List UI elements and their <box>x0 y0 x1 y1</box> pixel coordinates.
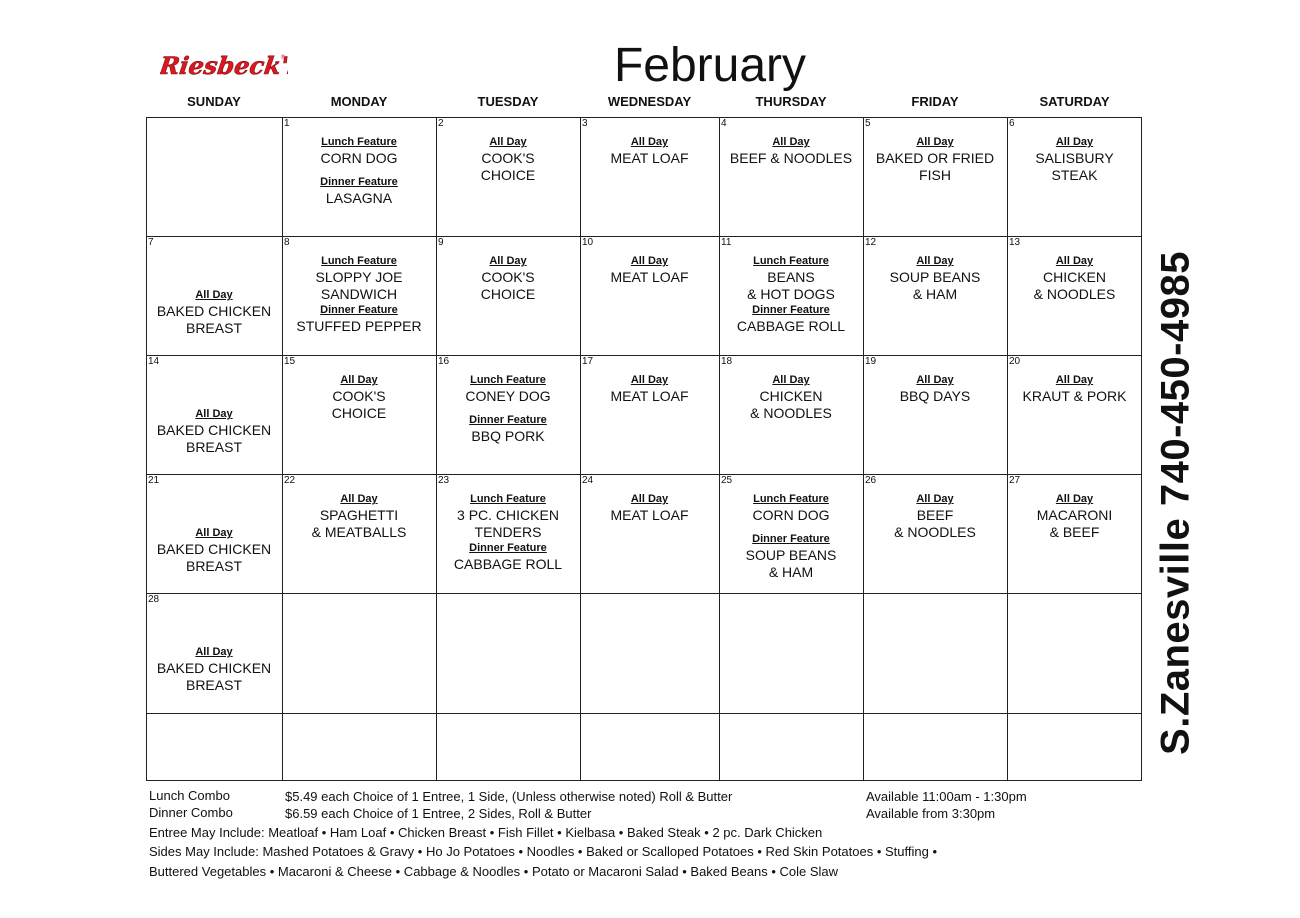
dish-name: BAKED CHICKEN <box>156 422 272 438</box>
feature-label: Dinner Feature <box>469 414 547 426</box>
dish-name: BBQ DAYS <box>899 388 971 404</box>
feature-label: Lunch Feature <box>753 493 829 505</box>
menu-items <box>146 407 282 456</box>
day-cell <box>436 474 580 593</box>
dish-name: BREAST <box>185 320 242 336</box>
day-cell <box>580 474 719 593</box>
dish-name: BEEF & NOODLES <box>729 150 853 166</box>
day-cell <box>1007 474 1142 593</box>
dish-name: & NOODLES <box>894 524 976 540</box>
dish-name: CHICKEN <box>1042 269 1106 285</box>
dish-name: CORN DOG <box>320 150 398 166</box>
calendar-grid <box>146 117 1142 781</box>
day-cell <box>282 117 436 236</box>
dish-name: BAKED CHICKEN <box>156 541 272 557</box>
feature-label: All Day <box>916 136 954 148</box>
menu-items <box>436 254 580 303</box>
empty-day-cell <box>580 593 719 713</box>
menu-items <box>863 492 1007 541</box>
day-number: 13 <box>1009 237 1021 248</box>
sides-options-line-1: Sides May Include: Mashed Potatoes & Gravy • Ho Jo Potatoes • Noodles • Baked or Scalloped Potatoes • Red Skin Potatoes • Stuffing • <box>149 844 937 859</box>
entree-options: Entree May Include: Meatloaf • Ham Loaf • Chicken Breast • Fish Fillet • Kielbasa • Baked Steak • 2 pc. Dark Chicken <box>149 825 823 840</box>
day-number: 17 <box>582 356 594 367</box>
day-number: 10 <box>582 237 594 248</box>
day-number: 28 <box>148 594 160 605</box>
menu-items <box>863 254 1007 303</box>
dish-name: CHOICE <box>480 286 536 302</box>
month-title: February <box>613 39 807 92</box>
dish-name: BREAST <box>185 439 242 455</box>
day-cell <box>580 117 719 236</box>
day-number: 14 <box>148 356 160 367</box>
feature-label: All Day <box>195 408 233 420</box>
dinner-combo-desc: $6.59 each Choice of 1 Entree, 2 Sides, Roll & Butter <box>285 806 592 821</box>
weekday-wednesday: WEDNESDAY <box>607 94 692 109</box>
feature-label: All Day <box>772 374 810 386</box>
menu-items <box>580 373 719 405</box>
dish-name: CHOICE <box>480 167 536 183</box>
day-cell <box>863 117 1007 236</box>
day-cell <box>146 474 282 593</box>
weekday-saturday: SATURDAY <box>1039 94 1110 109</box>
day-number: 6 <box>1009 118 1015 129</box>
dish-name: BAKED OR FRIED <box>875 150 995 166</box>
weekday-header <box>146 94 1142 116</box>
day-cell <box>863 236 1007 355</box>
day-number: 25 <box>721 475 733 486</box>
dish-name: BAKED CHICKEN <box>156 660 272 676</box>
feature-label: Dinner Feature <box>469 542 547 554</box>
menu-items <box>436 373 580 445</box>
menu-items <box>719 492 863 581</box>
day-cell <box>863 355 1007 474</box>
menu-items <box>436 135 580 184</box>
menu-items <box>863 373 1007 405</box>
dish-name: FISH <box>919 167 951 183</box>
feature-label: All Day <box>916 374 954 386</box>
menu-items <box>1007 492 1142 541</box>
dish-name: 3 PC. CHICKEN <box>457 507 559 523</box>
feature-label: All Day <box>1055 374 1094 386</box>
dish-name: & MEATBALLS <box>311 524 407 540</box>
day-cell <box>580 355 719 474</box>
day-number: 7 <box>148 237 154 248</box>
dish-name: & BEEF <box>1049 524 1100 540</box>
day-number: 19 <box>865 356 877 367</box>
empty-day-cell <box>719 593 863 713</box>
dish-name: BAKED CHICKEN <box>156 303 272 319</box>
empty-day-cell <box>146 713 282 781</box>
feature-label: All Day <box>340 374 378 386</box>
weekday-friday: FRIDAY <box>911 94 959 109</box>
day-cell <box>146 355 282 474</box>
feature-label: All Day <box>1055 255 1094 267</box>
feature-label: All Day <box>630 493 669 505</box>
dish-name: STUFFED PEPPER <box>296 318 422 334</box>
feature-label: Lunch Feature <box>470 374 546 386</box>
feature-label: All Day <box>630 136 669 148</box>
svg-text:Riesbeck's: Riesbeck's <box>160 51 288 80</box>
feature-label: All Day <box>916 255 954 267</box>
weekday-monday: MONDAY <box>330 94 388 109</box>
feature-label: Dinner Feature <box>320 304 398 316</box>
empty-day-cell <box>863 593 1007 713</box>
dish-name: BEEF <box>916 507 954 523</box>
dish-name: BBQ PORK <box>471 428 545 444</box>
empty-day-cell <box>436 713 580 781</box>
feature-label: All Day <box>489 255 527 267</box>
day-cell <box>436 236 580 355</box>
menu-items <box>1007 373 1142 405</box>
menu-items <box>580 135 719 167</box>
menu-items <box>146 526 282 575</box>
day-number: 24 <box>582 475 594 486</box>
dish-name: CORN DOG <box>752 507 830 523</box>
menu-items <box>719 254 863 335</box>
feature-label: All Day <box>195 646 233 658</box>
dish-name: MEAT LOAF <box>610 388 689 404</box>
day-number: 21 <box>148 475 160 486</box>
day-number: 20 <box>1009 356 1021 367</box>
day-cell <box>580 236 719 355</box>
dinner-combo-label: Dinner Combo <box>149 805 233 820</box>
day-number: 26 <box>865 475 877 486</box>
dish-name: BEANS <box>767 269 815 285</box>
day-cell <box>146 236 282 355</box>
dish-name: LASAGNA <box>325 190 393 206</box>
spacer <box>719 524 863 532</box>
day-number: 22 <box>284 475 296 486</box>
dish-name: COOK'S <box>481 269 535 285</box>
day-number: 18 <box>721 356 733 367</box>
lunch-combo-desc: $5.49 each Choice of 1 Entree, 1 Side, (Unless otherwise noted) Roll & Butter <box>285 789 733 804</box>
empty-day-cell <box>863 713 1007 781</box>
day-cell <box>436 117 580 236</box>
day-cell <box>436 355 580 474</box>
feature-label: Dinner Feature <box>752 533 830 545</box>
dinner-combo-hours: Available from 3:30pm <box>866 806 996 821</box>
dish-name: COOK'S <box>332 388 386 404</box>
day-number: 27 <box>1009 475 1021 486</box>
menu-items <box>282 254 436 335</box>
spacer <box>436 405 580 413</box>
day-number: 11 <box>721 237 732 248</box>
feature-label: All Day <box>1055 136 1094 148</box>
menu-items <box>146 645 282 694</box>
feature-label: All Day <box>630 255 669 267</box>
dish-name: & HOT DOGS <box>747 286 835 302</box>
feature-label: Lunch Feature <box>470 493 546 505</box>
dish-name: STEAK <box>1051 167 1098 183</box>
dish-name: KRAUT & PORK <box>1022 388 1127 404</box>
day-cell <box>1007 355 1142 474</box>
day-number: 3 <box>582 118 588 129</box>
menu-items <box>719 135 863 167</box>
empty-day-cell <box>436 593 580 713</box>
feature-label: All Day <box>1055 493 1094 505</box>
empty-day-cell <box>1007 593 1142 713</box>
riesbecks-logo <box>160 50 288 82</box>
feature-label: All Day <box>195 527 233 539</box>
weekday-tuesday: TUESDAY <box>477 94 539 109</box>
menu-items <box>580 254 719 286</box>
menu-items <box>146 288 282 337</box>
feature-label: Lunch Feature <box>321 136 397 148</box>
menu-items <box>282 492 436 541</box>
dish-name: TENDERS <box>474 524 542 540</box>
feature-label: Dinner Feature <box>752 304 830 316</box>
dish-name: COOK'S <box>481 150 535 166</box>
day-cell <box>719 355 863 474</box>
dish-name: & NOODLES <box>1033 286 1116 302</box>
day-number: 9 <box>438 237 444 248</box>
dish-name: & HAM <box>768 564 814 580</box>
menu-items <box>282 135 436 207</box>
dish-name: MACARONI <box>1036 507 1113 523</box>
dish-name: SOUP BEANS <box>889 269 981 285</box>
weekday-thursday: THURSDAY <box>755 94 827 109</box>
lunch-combo-hours: Available 11:00am - 1:30pm <box>866 789 1027 804</box>
location-phone-text: S.Zanesville 740-450-4985 <box>1153 250 1198 755</box>
empty-day-cell <box>282 713 436 781</box>
menu-items <box>719 373 863 422</box>
day-number: 4 <box>721 118 727 129</box>
dish-name: CABBAGE ROLL <box>453 556 563 572</box>
day-number: 8 <box>284 237 290 248</box>
day-cell <box>719 474 863 593</box>
day-cell <box>146 593 282 713</box>
feature-label: All Day <box>340 493 378 505</box>
day-number: 15 <box>284 356 296 367</box>
day-number: 23 <box>438 475 450 486</box>
dish-name: SLOPPY JOE <box>315 269 403 285</box>
day-cell <box>1007 236 1142 355</box>
lunch-combo-label: Lunch Combo <box>149 788 230 803</box>
dish-name: CHOICE <box>331 405 387 421</box>
dish-name: BREAST <box>185 677 242 693</box>
empty-day-cell <box>146 117 282 236</box>
dish-name: SPAGHETTI <box>319 507 399 523</box>
dish-name: MEAT LOAF <box>610 150 689 166</box>
menu-items <box>282 373 436 422</box>
day-number: 5 <box>865 118 871 129</box>
day-cell <box>282 236 436 355</box>
weekday-sunday: SUNDAY <box>187 94 241 109</box>
dish-name: MEAT LOAF <box>610 507 689 523</box>
feature-label: All Day <box>916 493 954 505</box>
dish-name: & HAM <box>912 286 958 302</box>
feature-label: All Day <box>489 136 527 148</box>
feature-label: Lunch Feature <box>321 255 397 267</box>
feature-label: Lunch Feature <box>753 255 829 267</box>
svg-text:®: ® <box>280 54 286 61</box>
sides-options-line-2: Buttered Vegetables • Macaroni & Cheese • Cabbage & Noodles • Potato or Macaroni Salad • Baked Beans • Cole Slaw <box>149 864 839 879</box>
menu-items <box>863 135 1007 184</box>
feature-label: All Day <box>195 289 233 301</box>
day-cell <box>863 474 1007 593</box>
empty-day-cell <box>1007 713 1142 781</box>
dish-name: SALISBURY <box>1035 150 1114 166</box>
menu-items <box>1007 254 1142 303</box>
dish-name: & NOODLES <box>750 405 832 421</box>
menu-items <box>580 492 719 524</box>
menu-items <box>1007 135 1142 184</box>
feature-label: All Day <box>772 136 810 148</box>
day-number: 16 <box>438 356 450 367</box>
feature-label: All Day <box>630 374 669 386</box>
day-number: 1 <box>284 118 290 129</box>
day-cell <box>719 117 863 236</box>
day-cell <box>282 474 436 593</box>
day-cell <box>282 355 436 474</box>
dish-name: SOUP BEANS <box>745 547 837 563</box>
day-cell <box>719 236 863 355</box>
dish-name: MEAT LOAF <box>610 269 689 285</box>
day-number: 12 <box>865 237 877 248</box>
spacer <box>282 167 436 175</box>
location-phone-banner <box>1152 190 1200 815</box>
dish-name: CABBAGE ROLL <box>736 318 846 334</box>
menu-items <box>436 492 580 573</box>
day-number: 2 <box>438 118 444 129</box>
empty-day-cell <box>282 593 436 713</box>
day-cell <box>1007 117 1142 236</box>
dish-name: SANDWICH <box>320 286 398 302</box>
dish-name: CONEY DOG <box>465 388 551 404</box>
empty-day-cell <box>719 713 863 781</box>
empty-day-cell <box>580 713 719 781</box>
dish-name: BREAST <box>185 558 242 574</box>
dish-name: CHICKEN <box>759 388 823 404</box>
feature-label: Dinner Feature <box>320 176 398 188</box>
